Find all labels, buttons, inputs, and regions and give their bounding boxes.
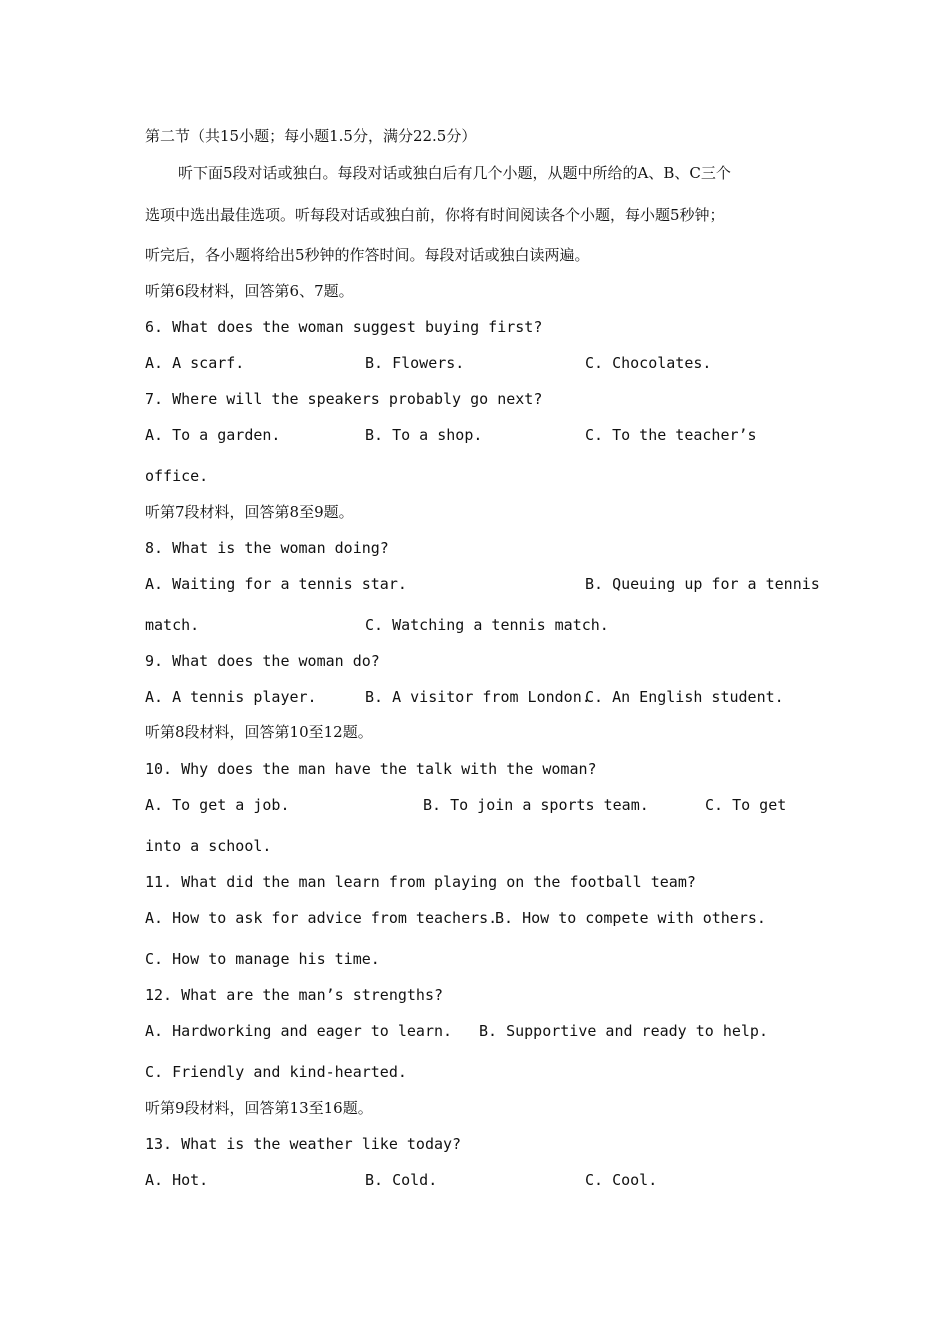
q10-option-b: B. To join a sports team. xyxy=(423,796,649,814)
question-11: 11. What did the man learn from playing on the football team? xyxy=(145,873,696,891)
q8-option-a: A. Waiting for a tennis star. xyxy=(145,575,407,593)
section-header: 第二节（共15小题；每小题1.5分，满分22.5分） xyxy=(145,127,477,145)
group-heading-6: 听第6段材料，回答第6、7题。 xyxy=(145,282,354,300)
group-heading-7: 听第7段材料，回答第8至9题。 xyxy=(145,503,354,521)
question-13: 13. What is the weather like today? xyxy=(145,1135,462,1153)
q13-option-c: C. Cool. xyxy=(585,1171,658,1189)
question-8: 8. What is the woman doing? xyxy=(145,539,389,557)
q6-option-a: A. A scarf. xyxy=(145,354,245,372)
q13-option-a: A. Hot. xyxy=(145,1171,209,1189)
instructions-line-3: 听完后，各小题将给出5秒钟的作答时间。每段对话或独白读两遍。 xyxy=(145,246,590,264)
instructions-line-2: 选项中选出最佳选项。听每段对话或独白前，你将有时间阅读各个小题，每小题5秒钟； xyxy=(145,206,725,224)
q7-option-c: C. To the teacher’s xyxy=(585,426,757,444)
q12-option-b: B. Supportive and ready to help. xyxy=(479,1022,768,1040)
q6-option-c: C. Chocolates. xyxy=(585,354,712,372)
q7-option-b: B. To a shop. xyxy=(365,426,483,444)
q8-option-b: B. Queuing up for a tennis xyxy=(585,575,820,593)
q9-option-a: A. A tennis player. xyxy=(145,688,317,706)
q11-option-c: C. How to manage his time. xyxy=(145,950,380,968)
q10-option-a: A. To get a job. xyxy=(145,796,290,814)
q7-option-c-continued: office. xyxy=(145,467,209,485)
question-6: 6. What does the woman suggest buying first? xyxy=(145,318,543,336)
q11-option-b: B. How to compete with others. xyxy=(495,909,766,927)
q8-option-c: C. Watching a tennis match. xyxy=(365,616,609,634)
question-12: 12. What are the man’s strengths? xyxy=(145,986,444,1004)
q9-option-c: C. An English student. xyxy=(585,688,784,706)
q12-option-c: C. Friendly and kind-hearted. xyxy=(145,1063,407,1081)
q12-option-a: A. Hardworking and eager to learn. xyxy=(145,1022,453,1040)
group-heading-9: 听第9段材料，回答第13至16题。 xyxy=(145,1099,373,1117)
q11-option-a: A. How to ask for advice from teachers. xyxy=(145,909,498,927)
q9-option-b: B. A visitor from London. xyxy=(365,688,591,706)
q6-option-b: B. Flowers. xyxy=(365,354,465,372)
q10-option-c: C. To get xyxy=(705,796,787,814)
q13-option-b: B. Cold. xyxy=(365,1171,438,1189)
question-9: 9. What does the woman do? xyxy=(145,652,380,670)
question-7: 7. Where will the speakers probably go next? xyxy=(145,390,543,408)
q7-option-a: A. To a garden. xyxy=(145,426,281,444)
q8-option-b-continued: match. xyxy=(145,616,200,634)
q10-option-c-continued: into a school. xyxy=(145,837,272,855)
group-heading-8: 听第8段材料，回答第10至12题。 xyxy=(145,723,373,741)
question-10: 10. Why does the man have the talk with the woman? xyxy=(145,760,597,778)
instructions-line-1: 听下面5段对话或独白。每段对话或独白后有几个小题，从题中所给的A、B、C三个 xyxy=(178,164,731,182)
